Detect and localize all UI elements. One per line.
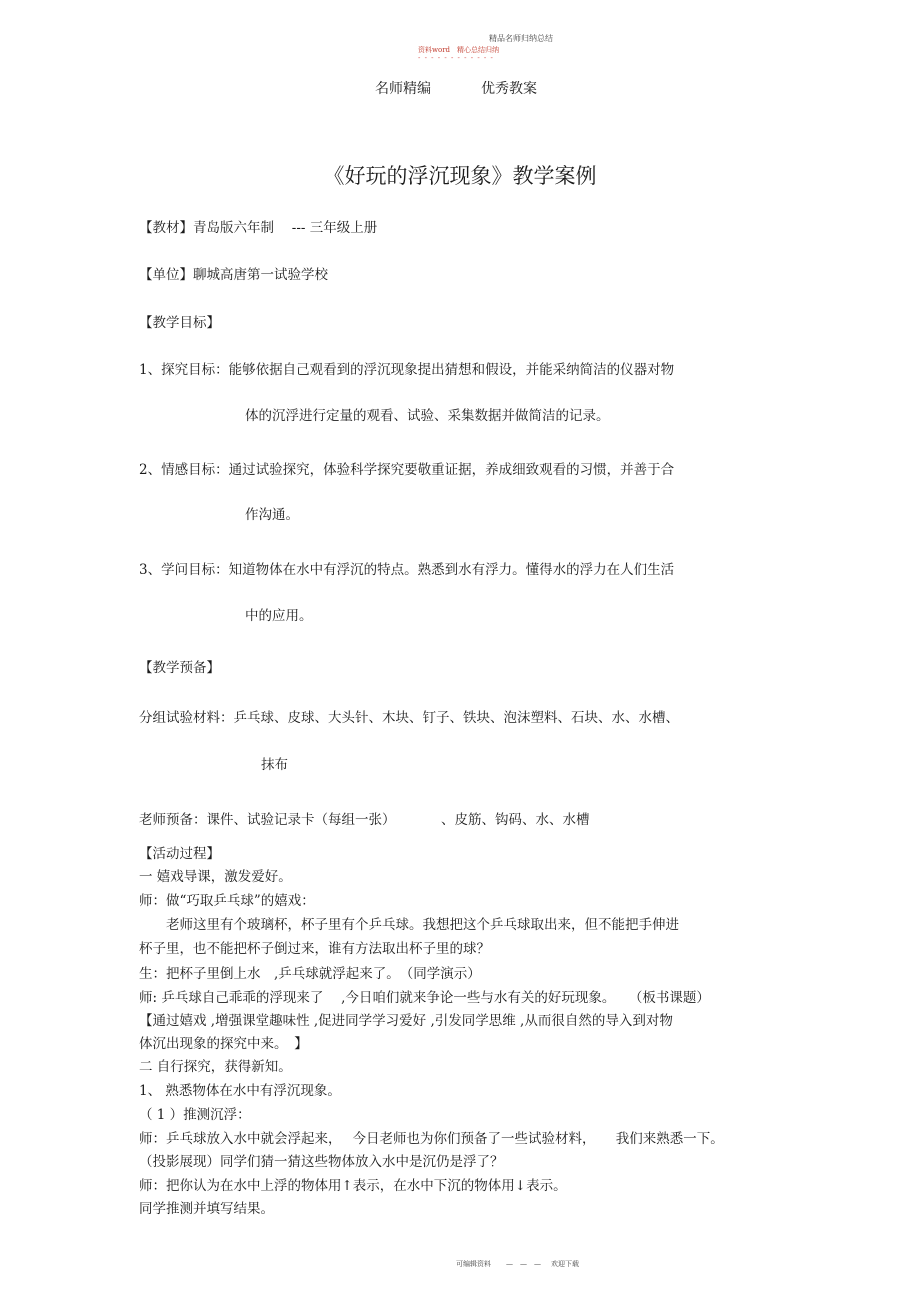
teacher-prep-part2: 、皮筋、钩码、水、水槽 <box>441 812 590 828</box>
process-line: 体沉出现象的探究中来。 】 <box>139 1036 308 1052</box>
header-right: 优秀教案 <box>481 81 537 97</box>
top-note-line1: 精品名师归纳总结 <box>489 34 553 43</box>
process-line: 杯子里，也不能把杯子倒过来，谁有方法取出杯子里的球？ <box>139 941 490 957</box>
material-line: 【教材】青岛版六年制 --- 三年级上册 <box>139 220 378 236</box>
process-line: 师：乒乓球放入水中就会浮起来， 今日老师也为你们预备了一些试验材料， 我们来熟悉一下。 <box>139 1131 724 1147</box>
process-line: 同学推测并填写结果。 <box>139 1201 274 1217</box>
goal-3-line2: 中的应用。 <box>245 608 313 624</box>
top-note-line2: 资料word 精心总结归纳 <box>418 46 500 54</box>
group-materials-line1: 分组试验材料：乒乓球、皮球、大头针、木块、钉子、铁块、泡沫塑料、石块、水、水槽、 <box>139 710 679 726</box>
top-note-dashes: - - - - - - - - - - - - <box>418 54 494 62</box>
unit-line: 【单位】聊城高唐第一试验学校 <box>139 267 328 283</box>
prep-heading: 【教学预备】 <box>139 660 220 676</box>
teacher-prep-part1: 老师预备：课件、试验记录卡（每组一张） <box>139 812 396 828</box>
footer-left: 可编辑资料 <box>456 1260 491 1268</box>
footer-dashes: — — — <box>506 1260 541 1268</box>
process-line: 老师这里有个玻璃杯，杯子里有个乒乓球。我想把这个乒乓球取出来，但不能把手伸进 <box>139 917 679 933</box>
header-left: 名师精编 <box>375 81 431 97</box>
goal-1-line1: 1、探究目标：能够依据自己观看到的浮沉现象提出猜想和假设，并能采纳简洁的仪器对物 <box>139 362 675 378</box>
process-line: 师: 乒乓球自己乖乖的浮现来了 ,今日咱们就来争论一些与水有关的好玩现象。 （板书课题） <box>139 990 710 1006</box>
goal-2-line2: 作沟通。 <box>245 507 299 523</box>
goals-heading: 【教学目标】 <box>139 315 220 331</box>
process-heading: 【活动过程】 <box>139 846 220 862</box>
goal-1-line2: 体的沉浮进行定量的观看、试验、采集数据并做简洁的记录。 <box>245 408 610 424</box>
process-line: 师：做“巧取乒乓球”的嬉戏： <box>139 893 315 909</box>
page-title: 《好玩的浮沉现象》教学案例 <box>323 164 597 188</box>
goal-3-line1: 3、学问目标：知道物体在水中有浮沉的特点。熟悉到水有浮力。懂得水的浮力在人们生活 <box>139 562 675 578</box>
process-line: （投影展现）同学们猜一猜这些物体放入水中是沉仍是浮了？ <box>139 1154 504 1170</box>
process-line: 二 自行探究，获得新知。 <box>139 1059 292 1075</box>
group-materials-line2: 抹布 <box>261 757 288 773</box>
process-line: 1、 熟悉物体在水中有浮沉现象。 <box>139 1083 341 1099</box>
process-line: 生：把杯子里倒上水 ,乒乓球就浮起来了。 （同学演示） <box>139 966 481 982</box>
process-line: （ 1 ）推测沉浮： <box>139 1107 251 1123</box>
process-line: 【通过嬉戏 ,增强课堂趣味性 ,促进同学学习爱好 ,引发同学思维 ,从而很自然的导入到对物 <box>139 1013 673 1029</box>
process-line: 师：把你认为在水中上浮的物体用↑表示，在水中下沉的物体用↓表示。 <box>139 1178 567 1194</box>
goal-2-line1: 2、情感目标：通过试验探究，体验科学探究要敬重证据，养成细致观看的习惯，并善于合 <box>139 462 675 478</box>
footer-right: 欢迎下载 <box>551 1260 579 1268</box>
process-line: 一 嬉戏导课，激发爱好。 <box>139 869 292 885</box>
